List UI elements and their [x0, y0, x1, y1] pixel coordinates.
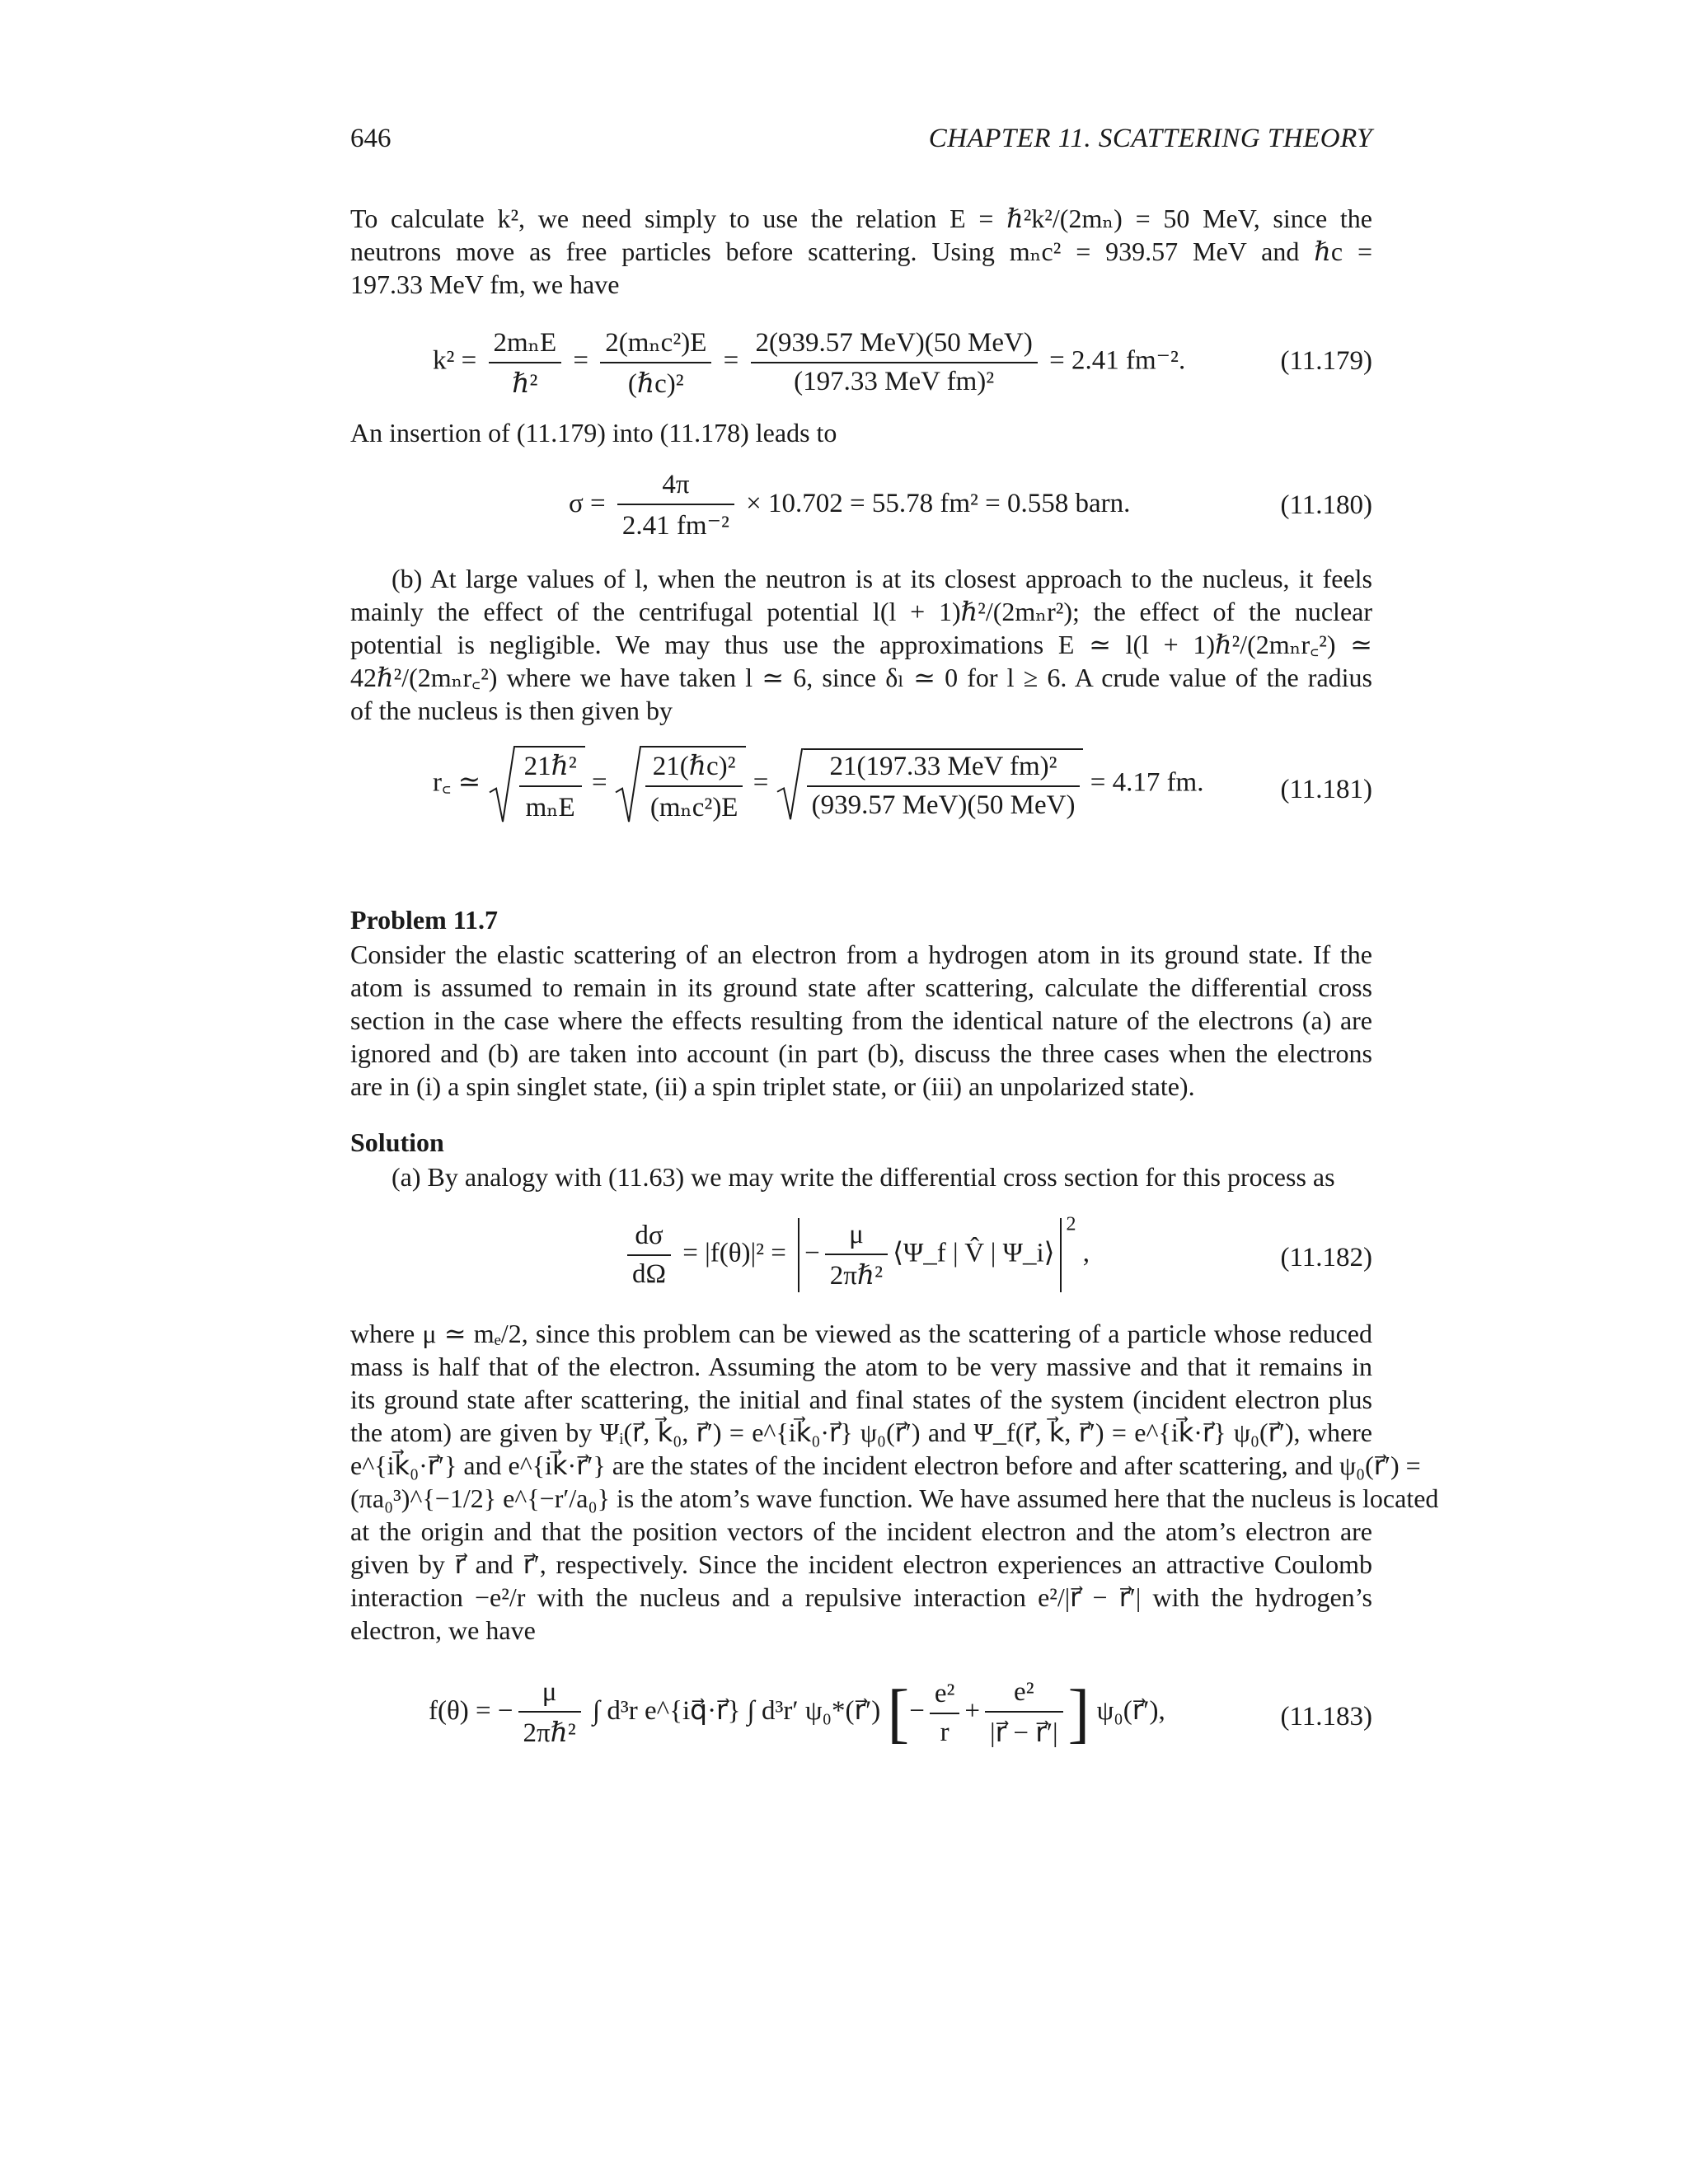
- left-bracket: [: [887, 1676, 910, 1750]
- eq-lhs: σ =: [569, 489, 606, 519]
- integral-1: ∫ d³r e^{iq⃗·r⃗}: [593, 1696, 741, 1727]
- paragraph-part-b: [350, 562, 1372, 727]
- text-line: mass is half that of the electron. Assuming the atom to be very massive and that it remains in: [350, 1352, 1372, 1381]
- integral-2: ∫ d³r′ ψ₀*(r⃗′): [747, 1696, 881, 1727]
- fraction: $\frac{\text{2mₙE}}{\text{ℏ²}}$: [489, 326, 562, 400]
- fraction: $\frac{\text{e²}}{r}$: [930, 1679, 960, 1748]
- equation-11-183: f(θ) = − $\frac{\mu}{\text{2πℏ²}}$ ∫ d³r e^{iq⃗·r⃗} ∫ d³r′ ψ₀*(r⃗′) [− $\frac{\text{e²}}{r}$ + $\frac{\text{e²}}{|r⃗ - r⃗'|}$ ] ψ₀(r⃗′), (11.183): [429, 1676, 1372, 1750]
- text-line: the atom) are given by Ψᵢ(r⃗, k⃗₀, r⃗′) = e^{ik⃗₀·r⃗} ψ₀(r⃗′) and Ψ_f(r⃗, k⃗, r⃗′) = e^{ik⃗·r⃗} ψ₀(r⃗′), where: [350, 1418, 1373, 1447]
- text-line: atom is assumed to remain in its ground state after scattering, calculate the differential cross: [350, 972, 1372, 1002]
- eq-lhs: r꜀ ≃: [433, 767, 481, 798]
- fraction: $\frac{\text{2(mₙc²)E}}{\text{(ℏc)²}}$: [600, 326, 711, 400]
- eq-lhs: k² =: [433, 345, 477, 376]
- eq-mid: = |f(θ)|² =: [682, 1238, 786, 1268]
- text-line: Consider the elastic scattering of an electron from a hydrogen atom in its ground state. If the: [350, 940, 1372, 969]
- problem-statement: [350, 938, 1372, 1103]
- square-root: $\frac{\text{21ℏ²}}{\text{mₙE}}$: [488, 746, 585, 823]
- equation-11-181: r꜀ ≃ $\frac{\text{21ℏ²}}{\text{mₙE}}$ = $\frac{\text{21(ℏc)²}}{\text{(mₙc²)E}}$ = $\frac{\text{21(197.33 MeV fm)²}}{\text{(939.57 MeV)(50 MeV)}}$ = 4.17 fm. (11.181): [350, 746, 1372, 837]
- equation-number: (11.182): [1280, 1243, 1372, 1272]
- equation-number: (11.181): [1280, 775, 1372, 804]
- eq-result: = 2.41 fm⁻².: [1049, 345, 1186, 376]
- eq-lhs: f(θ) = −: [429, 1696, 513, 1727]
- equation-11-180: [350, 470, 1372, 544]
- fraction: $\frac{d\sigma}{d\Omega}$: [627, 1221, 671, 1290]
- square-root: $\frac{\text{21(197.33 MeV fm)²}}{\text{(939.57 MeV)(50 MeV)}}$: [776, 748, 1084, 821]
- solution-heading: Solution: [350, 1127, 444, 1157]
- text-line: section in the case where the effects resulting from the identical nature of the electrons (a) are: [350, 1005, 1372, 1035]
- text-line: neutrons move as free particles before scattering. Using mₙc² = 939.57 MeV and ℏc =: [350, 237, 1372, 266]
- paragraph-insertion: [350, 416, 1372, 449]
- braket: ⟨Ψ_f | V̂ | Ψ_i⟩: [893, 1238, 1055, 1268]
- text-line: of the nucleus is then given by: [350, 696, 673, 725]
- fraction: $\frac{\text{2(939.57 MeV)(50 MeV)}}{\text{(197.33 MeV fm)²}}$: [751, 328, 1038, 397]
- paragraph-intro: [350, 202, 1372, 301]
- square-root: $\frac{\text{21(ℏc)²}}{\text{(mₙc²)E}}$: [614, 746, 747, 823]
- text-line: where μ ≃ mₑ/2, since this problem can be viewed as the scattering of a particle whose reduced: [350, 1319, 1372, 1348]
- fraction: $\frac{\mu}{\text{2πℏ²}}$: [518, 1677, 581, 1749]
- eq-rest: × 10.702 = 55.78 fm² = 0.558 barn.: [746, 489, 1131, 519]
- eq-result: = 4.17 fm.: [1090, 767, 1204, 798]
- equation-number: (11.179): [1280, 346, 1372, 376]
- page-number: 646: [350, 124, 392, 153]
- text-line: given by r⃗ and r⃗′, respectively. Since the incident electron experiences an attractive Coulomb: [350, 1549, 1372, 1579]
- text-line: interaction −e²/r with the nucleus and a repulsive interaction e²/|r⃗ − r⃗′| with the hydrogen’s: [350, 1582, 1372, 1612]
- equation-number: (11.180): [1280, 490, 1372, 520]
- text-line: (b) At large values of l, when the neutron is at its closest approach to the nucleus, it feels: [392, 564, 1372, 593]
- text-line: its ground state after scattering, the initial and final states of the system (incident electron plus: [350, 1385, 1372, 1414]
- text-line: mainly the effect of the centrifugal potential l(l + 1)ℏ²/(2mₙr²); the effect of the nuclear: [350, 597, 1372, 626]
- abs-bar: [1060, 1218, 1062, 1292]
- text-line: e^{ik⃗₀·r⃗′} and e^{ik⃗·r⃗′} are the states of the incident electron before and after scattering, and ψ₀(r⃗′) =: [350, 1451, 1421, 1480]
- paragraph-explanation: [350, 1317, 1439, 1647]
- equation-number: (11.183): [1280, 1702, 1372, 1732]
- text-line: (πa₀³)^{−1/2} e^{−r′/a₀} is the atom’s wave function. We have assumed here that the nucleus is located: [350, 1483, 1439, 1513]
- text-line: 42ℏ²/(2mₙr꜀²) where we have taken l ≃ 6, since δₗ ≃ 0 for l ≥ 6. A crude value of the radius: [350, 663, 1372, 692]
- page-header: [350, 124, 1372, 165]
- running-title: CHAPTER 11. SCATTERING THEORY: [928, 124, 1372, 153]
- text-line: 197.33 MeV fm, we have: [350, 269, 620, 299]
- fraction: $\frac{4\pi}{\text{2.41 fm⁻²}}$: [617, 470, 734, 541]
- fraction: $\frac{\text{e²}}{|r⃗ - r⃗'|}$: [985, 1677, 1063, 1749]
- text-line: at the origin and that the position vectors of the incident electron and the atom’s electron are: [350, 1516, 1372, 1546]
- text-line: electron, we have: [350, 1615, 536, 1645]
- text-line: are in (i) a spin singlet state, (ii) a spin triplet state, or (iii) an unpolarized state).: [350, 1071, 1195, 1101]
- text-line: (a) By analogy with (11.63) we may write the differential cross section for this process as: [392, 1162, 1335, 1192]
- eq-tail: ψ₀(r⃗′),: [1096, 1696, 1165, 1727]
- text-line: To calculate k², we need simply to use the relation E = ℏ²k²/(2mₙ) = 50 MeV, since the: [350, 204, 1372, 233]
- fraction: $\frac{\mu}{\text{2πℏ²}}$: [825, 1220, 888, 1291]
- text-line: An insertion of (11.179) into (11.178) leads to: [350, 418, 837, 448]
- equation-11-179: k² = $\frac{\text{2mₙE}}{\text{ℏ²}}$ = $\frac{\text{2(mₙc²)E}}{\text{(ℏc)²}}$ = $\frac{\text{2(939.57 MeV)(50 MeV)}}{\text{(197.33 MeV fm)²}}$ = 2.41 fm⁻². (11.179): [350, 326, 1372, 400]
- equation-11-182: $\frac{d\sigma}{d\Omega}$ = |f(θ)|² = − $\frac{\mu}{\text{2πℏ²}}$ ⟨Ψ_f | V̂ | Ψ_i⟩$^2$ , (11.182): [350, 1218, 1372, 1309]
- text-line: potential is negligible. We may thus use the approximations E ≃ l(l + 1)ℏ²/(2mₙr꜀²) ≃: [350, 630, 1372, 659]
- right-bracket: ]: [1067, 1676, 1090, 1750]
- solution-intro: [350, 1160, 1372, 1193]
- text-line: ignored and (b) are taken into account (in part (b), discuss the three cases when the electrons: [350, 1038, 1372, 1068]
- abs-bar: [798, 1218, 799, 1292]
- problem-heading: Problem 11.7: [350, 905, 498, 935]
